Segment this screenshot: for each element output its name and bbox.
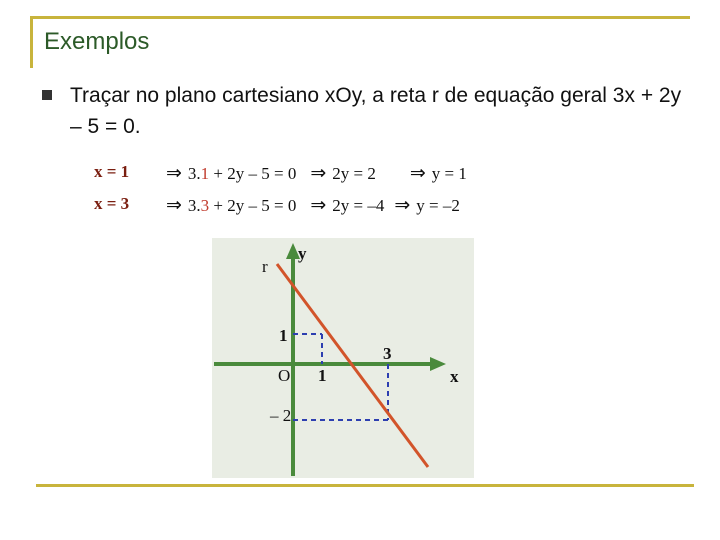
implies-arrow-icon: ⇒	[409, 163, 426, 184]
implies-arrow-icon: ⇒	[394, 195, 411, 216]
step1-prefix: 3.	[187, 196, 201, 215]
step2-equation: 2y = 2	[332, 164, 376, 183]
problem-statement: Traçar no plano cartesiano xOy, a reta r de equação geral 3x + 2y – 5 = 0.	[70, 84, 682, 138]
implies-arrow-icon: ⇒	[310, 195, 327, 216]
step1-substituted-value: 3	[200, 196, 210, 215]
y-tick-label-neg2: – 2	[270, 406, 292, 425]
origin-label: O	[278, 366, 291, 385]
implies-arrow-icon: ⇒	[310, 163, 327, 184]
implies-arrow-icon: ⇒	[166, 163, 182, 184]
step2-equation: 2y = –4	[332, 196, 385, 215]
step1-substituted-value: 1	[200, 164, 210, 183]
y-tick-label-1: 1	[279, 326, 288, 345]
step1-suffix: + 2y – 5 = 0	[209, 196, 297, 215]
x-tick-label-1: 1	[318, 366, 327, 385]
step3-result: y = 1	[431, 164, 467, 183]
line-r-label: r	[262, 257, 268, 276]
y-axis-label: y	[298, 244, 307, 263]
graph-panel	[212, 238, 474, 478]
x-axis-label: x	[450, 367, 459, 386]
example-x-value: x = 3	[94, 194, 130, 213]
x-tick-label-3: 3	[383, 344, 392, 363]
implies-arrow-icon: ⇒	[166, 195, 182, 216]
example-x-value: x = 1	[94, 162, 130, 181]
step1-suffix: + 2y – 5 = 0	[209, 164, 297, 183]
slide-title: Exemplos	[44, 28, 150, 55]
step3-result: y = –2	[416, 196, 460, 215]
step1-prefix: 3.	[187, 164, 201, 183]
